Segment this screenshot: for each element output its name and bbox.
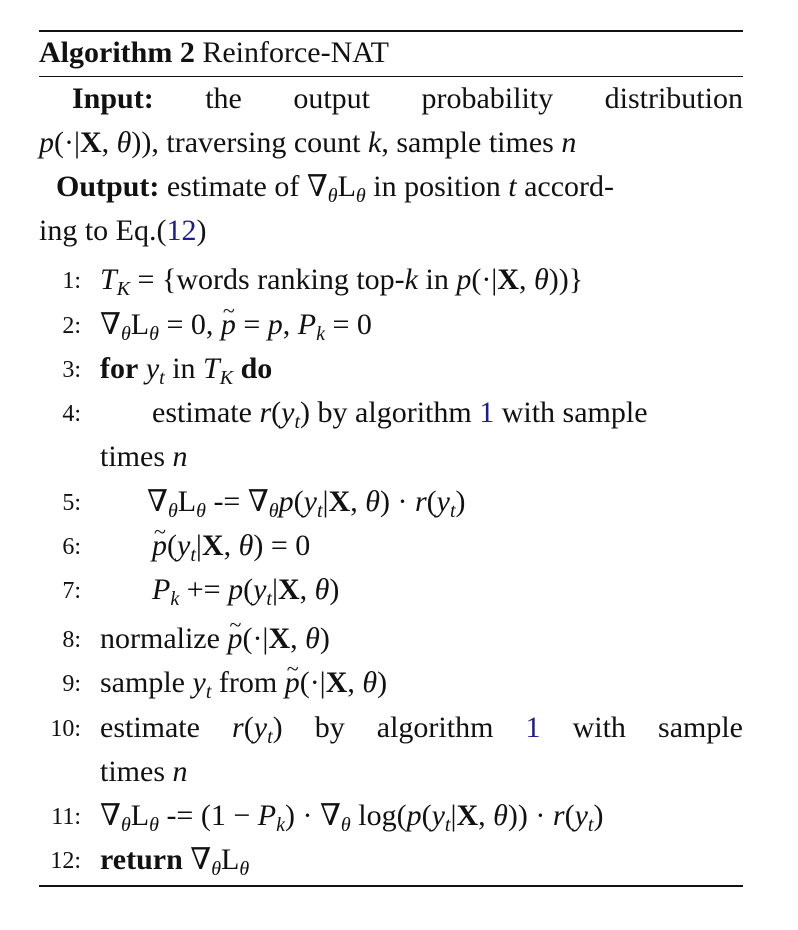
step10-d: with (572, 711, 626, 744)
bottom-rule (39, 885, 743, 887)
algorithm-name: Reinforce-NAT (202, 36, 389, 69)
for-keyword: for (100, 352, 139, 385)
algorithm-ref-link[interactable]: 1 (479, 396, 495, 429)
equation-ref-link[interactable]: 12 (166, 214, 197, 247)
step-11: $\nabla_\theta L_\theta -= (1 - P_k) \cdot \nabla_\theta$ $\log(p(y_t|X$, $\theta)) \cdot r(y_t)$ (100, 799, 604, 836)
step-number: 10: (50, 716, 81, 742)
output-line-1: Output: estimate of $\nabla_\theta L_\theta$ in position t accord- (56, 170, 615, 207)
step-number: 3: (62, 357, 81, 383)
step-6: ~ $p(y_t|X$, θ) = 0 (152, 524, 310, 568)
step4-times: times (100, 440, 173, 473)
input-label: Input: (72, 82, 154, 115)
step10-e: sample (658, 711, 743, 744)
step3-in: in (164, 352, 204, 385)
algorithm-block (39, 0, 743, 930)
step-2: $\nabla_\theta L_\theta = 0$, ~ p = p, $P_k = 0$ (100, 303, 372, 347)
step-4: estimate $r(y_t)$ by algorithm 1 with sample (152, 396, 648, 433)
step-number: 8: (62, 627, 81, 653)
output-line2-b: ) (196, 214, 207, 247)
step-number: 7: (62, 578, 81, 604)
output-text-b: in position (365, 170, 509, 203)
step4-a: estimate (152, 396, 260, 429)
step10-c: algorithm (376, 711, 494, 744)
step-9: sample $y_t$ from ~ p(·|X, θ) (100, 661, 387, 705)
step-number: 12: (50, 848, 81, 874)
step-7: $P_k += p(y_t|X$, θ) (152, 573, 340, 610)
step-number: 6: (62, 534, 81, 560)
step9-b: from (211, 666, 285, 699)
step-number: 4: (62, 401, 81, 427)
step4-b: by algorithm (310, 396, 480, 429)
output-line-2 (39, 209, 207, 253)
step10-a: estimate (100, 711, 200, 744)
step4-c: with sample (494, 396, 648, 429)
step8-text: normalize (100, 622, 228, 655)
input-word: the (205, 82, 242, 115)
input-line2-text: , traversing count (151, 126, 369, 159)
input-line-2: p(·|X, θ)), traversing count k, sample times n (39, 126, 577, 159)
step-5: $\nabla_\theta L_\theta -= \nabla_\theta p(y_t|X$, $\theta) \cdot r(y_t)$ (147, 485, 466, 522)
step1-words: words ranking top- (176, 263, 405, 296)
return-keyword: return (100, 843, 183, 876)
do-keyword: do (240, 352, 273, 385)
step-4-cont: times n (100, 440, 188, 473)
output-text-c: accord- (516, 170, 615, 203)
step10-times: times (100, 755, 173, 788)
algorithm-label: Algorithm 2 (39, 36, 195, 69)
step9-a: sample (100, 666, 193, 699)
step-10-cont: times n (100, 755, 188, 788)
step10-b: by (314, 711, 345, 744)
step-1: $T_K$ = {words ranking top-k in p(·|X, θ))} (100, 263, 584, 300)
input-word: probability (421, 82, 554, 115)
step-12: return $\nabla_\theta L_\theta$ (100, 843, 250, 880)
step-number: 5: (62, 490, 81, 516)
algorithm-ref-link[interactable]: 1 (525, 711, 541, 744)
step7-op: += (179, 573, 229, 606)
output-text-a: estimate of (166, 170, 307, 203)
algorithm-header (39, 31, 389, 75)
step-8: normalize ~ p(·|X, θ) (100, 617, 330, 661)
input-word: distribution (604, 82, 743, 115)
step-3: for $y_t$ in $T_K$ do (100, 352, 273, 389)
step-number: 1: (62, 268, 81, 294)
step-number: 2: (62, 313, 81, 339)
input-line-1 (72, 77, 743, 121)
input-word: output (293, 82, 371, 115)
step-10: estimate $r(y_t)$ by algorithm 1 with sample (100, 706, 743, 750)
output-label: Output: (56, 170, 160, 203)
step-number: 11: (51, 804, 81, 830)
output-line2-a: ing to Eq.( (39, 214, 167, 247)
step1-in: in (417, 263, 457, 296)
step-number: 9: (62, 671, 81, 697)
